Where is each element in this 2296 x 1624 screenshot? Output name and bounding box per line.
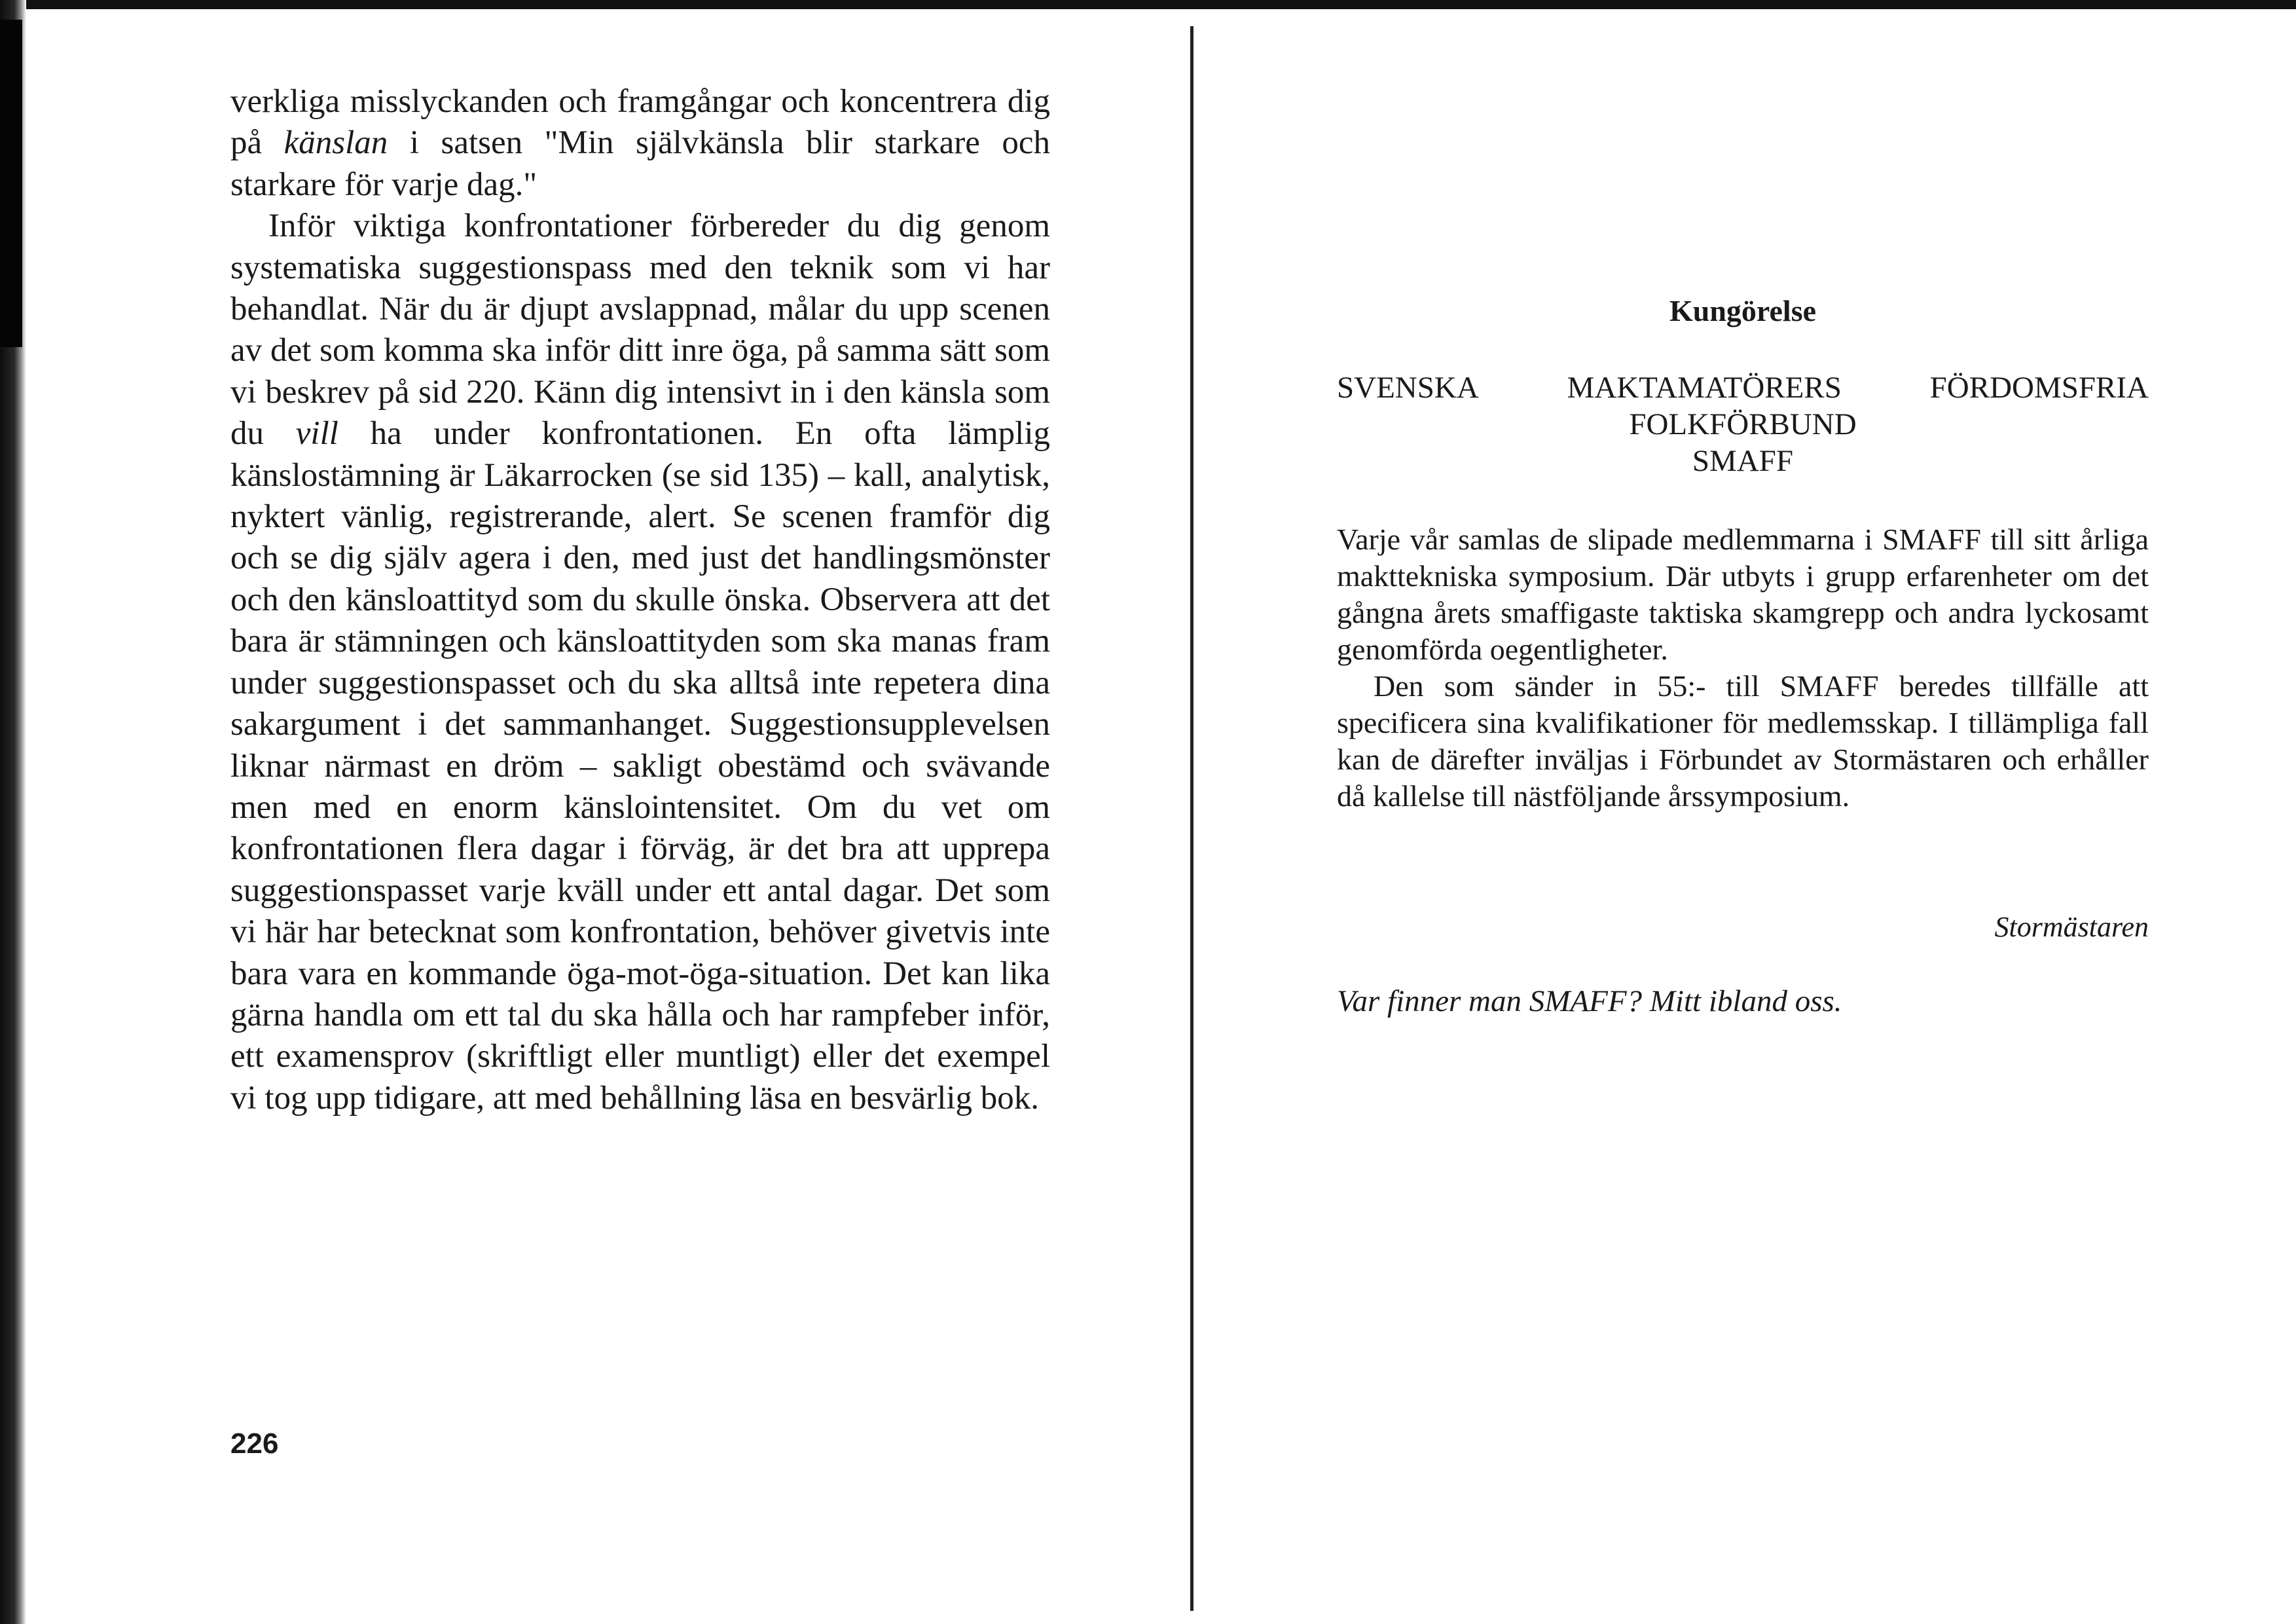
notice-paragraph-1: Varje vår samlas de slipade medlemmarna i SMAFF till sitt årliga makttekniska symposium. Där utbyts i grupp erfarenheter om det gångna årets smaffigaste taktiska skamgrepp och andra lyckosamt genomförda oegentligheter. — [1337, 523, 2149, 666]
book-gutter — [1190, 26, 1194, 1611]
notice-heading: Kungörelse — [1669, 294, 1817, 327]
scan-top-edge — [0, 0, 2296, 9]
org-acronym: SMAFF — [1692, 444, 1794, 478]
scan-left-edge-shadow — [0, 20, 22, 347]
notice-paragraph-2: Den som sänder in 55:- till SMAFF beredes tillfälle att specificera sina kvalifikationer för medlemsskap. I tillämpliga fall kan de därefter inväljas i Förbundet av Stormästaren och erhåller då kallelse till nästföljande årssymposium. — [1337, 669, 2149, 813]
org-word-2: MAKTAMATÖRERS — [1567, 371, 1842, 405]
org-word-3: FÖRDOMSFRIA — [1929, 371, 2149, 405]
left-page-text — [230, 81, 1050, 1119]
org-word-1: SVENSKA — [1337, 371, 1479, 405]
left-paragraph-2: Inför viktiga konfrontationer förbereder du dig genom systematiska suggestionspass med den teknik som vi har behandlat. När du är djupt avslappnad, målar du upp scenen av det som komma ska inför ditt inre öga, på samma sätt som vi beskrev på sid 220. Känn dig intensivt in i den känsla som du vill ha under konfrontationen. En ofta lämplig känslostämning är Läkarrocken (se sid 135) – kall, analytisk, nyktert vänlig, registrerande, alert. Se scenen framför dig och se dig själv agera i den, med just det handlingsmönster och den känsloattityd som du skulle önska. Observera att det bara är stämningen och känsloattityden som ska manas fram under suggestionspasset och du ska alltså inte repetera dina sakargument i det sammanhanget. Suggestionsupplevelsen liknar närmast en dröm – sakligt obestämd och svävande men med en enorm känslointensitet. Om du vet om konfrontationen flera dagar i förväg, är det bra att upprepa suggestionspasset varje kväll under ett antal dagar. Det som vi här har betecknat som konfrontation, behöver givetvis inte bara vara en kommande öga-mot-öga-situation. Det kan lika gärna handla om ett tal du ska hålla och har rampfeber inför, ett examensprov (skriftligt eller muntligt) eller det exempel vi tog upp tidigare, att med behållning läsa en besvärlig bok. — [230, 208, 1050, 1116]
notice-body — [1337, 521, 2149, 815]
signature: Stormästaren — [1994, 911, 2149, 943]
closing-line: Var finner man SMAFF? Mitt ibland oss. — [1337, 984, 1842, 1018]
page-number: 226 — [230, 1428, 279, 1460]
organization-name — [1337, 369, 2149, 479]
org-name-line-1 — [1337, 369, 2149, 406]
left-paragraph-1: verkliga misslyckanden och framgångar och koncentrera dig på känslan i satsen "Min självkänsla blir starkare och starkare för varje dag." — [230, 83, 1050, 203]
org-name-line-2: FOLKFÖRBUND — [1629, 407, 1857, 441]
